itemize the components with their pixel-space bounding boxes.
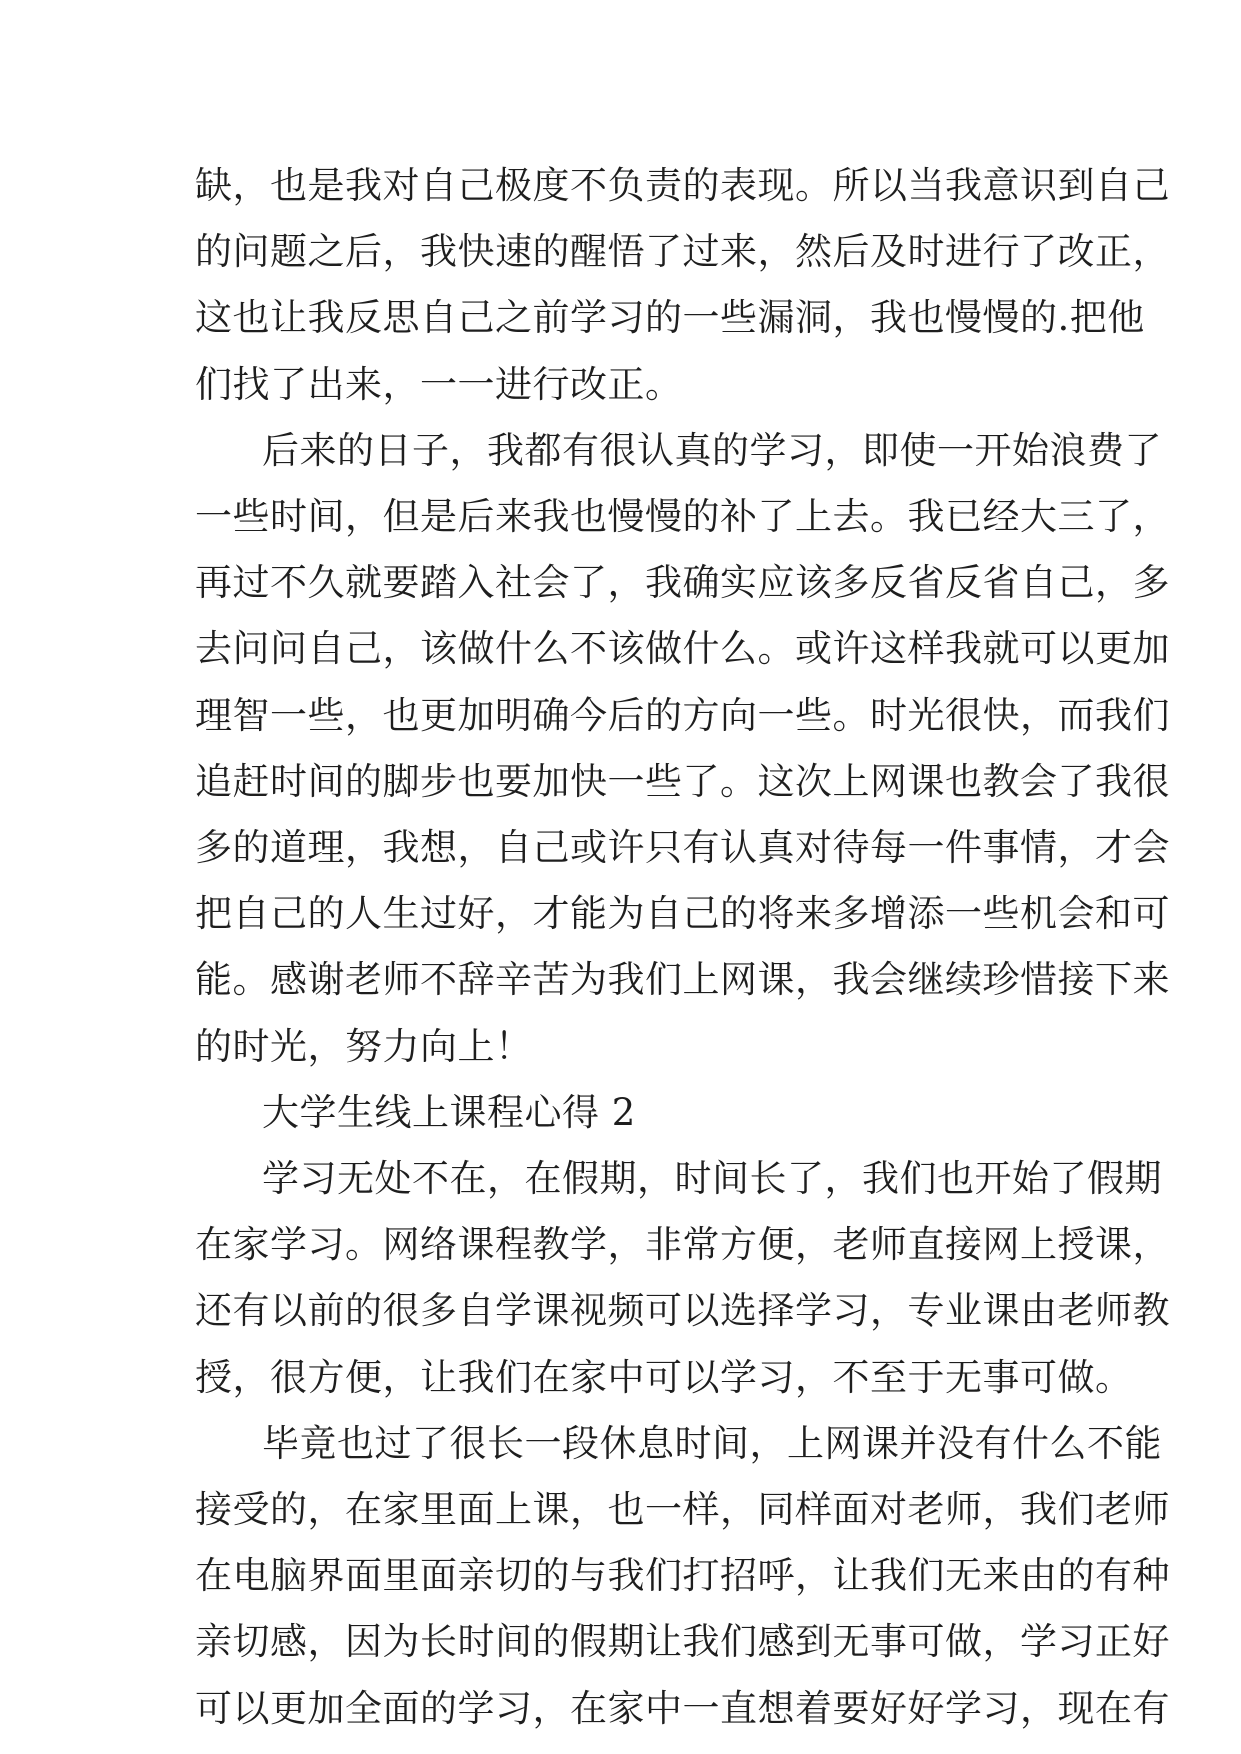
text-line: 还有以前的很多自学课视频可以选择学习，专业课由老师教 [195,1289,1170,1333]
text-line: 在家学习。网络课程教学，非常方便，老师直接网上授课， [195,1223,1170,1267]
text-line: 们找了出来，一一进行改正。 [195,362,683,406]
paragraph-first-line: 学习无处不在，在假期，时间长了，我们也开始了假期 [262,1157,1162,1200]
text-line: 这也让我反思自己之前学习的一些漏洞，我也慢慢的.把他 [195,296,1145,340]
text-line: 去问问自己，该做什么不该做什么。或许这样我就可以更加 [195,627,1170,671]
paragraph-first-line: 毕竟也过了很长一段休息时间，上网课并没有什么不能 [262,1421,1162,1465]
text-line: 的时光，努力向上！ [195,1024,533,1068]
text-line: 再过不久就要踏入社会了，我确实应该多反省反省自己，多 [195,561,1170,605]
text-line: 在电脑界面里面亲切的与我们打招呼，让我们无来由的有种 [195,1554,1170,1598]
text-line: 能。感谢老师不辞辛苦为我们上网课，我会继续珍惜接下来 [195,958,1170,1002]
text-line: 亲切感，因为长时间的假期让我们感到无事可做，学习正好 [195,1620,1170,1664]
text-line: 多的道理，我想，自己或许只有认真对待每一件事情，才会 [195,826,1170,869]
text-line: 接受的，在家里面上课，也一样，同样面对老师，我们老师 [195,1488,1170,1531]
section-heading: 大学生线上课程心得 2 [262,1090,636,1134]
text-line: 可以更加全面的学习，在家中一直想着要好好学习，现在有 [195,1686,1170,1730]
text-line: 把自己的人生过好，才能为自己的将来多增添一些机会和可 [195,892,1170,936]
text-line: 授，很方便，让我们在家中可以学习，不至于无事可做。 [195,1355,1133,1399]
text-line: 一些时间，但是后来我也慢慢的补了上去。我已经大三了， [195,495,1170,538]
paragraph-first-line: 后来的日子，我都有很认真的学习，即使一开始浪费了 [262,428,1162,472]
text-line: 缺，也是我对自己极度不负责的表现。所以当我意识到自己 [195,164,1170,207]
text-line: 理智一些，也更加明确今后的方向一些。时光很快，而我们 [195,693,1170,737]
text-line: 追赶时间的脚步也要加快一些了。这次上网课也教会了我很 [195,759,1170,803]
text-line: 的问题之后，我快速的醒悟了过来，然后及时进行了改正， [195,230,1170,274]
